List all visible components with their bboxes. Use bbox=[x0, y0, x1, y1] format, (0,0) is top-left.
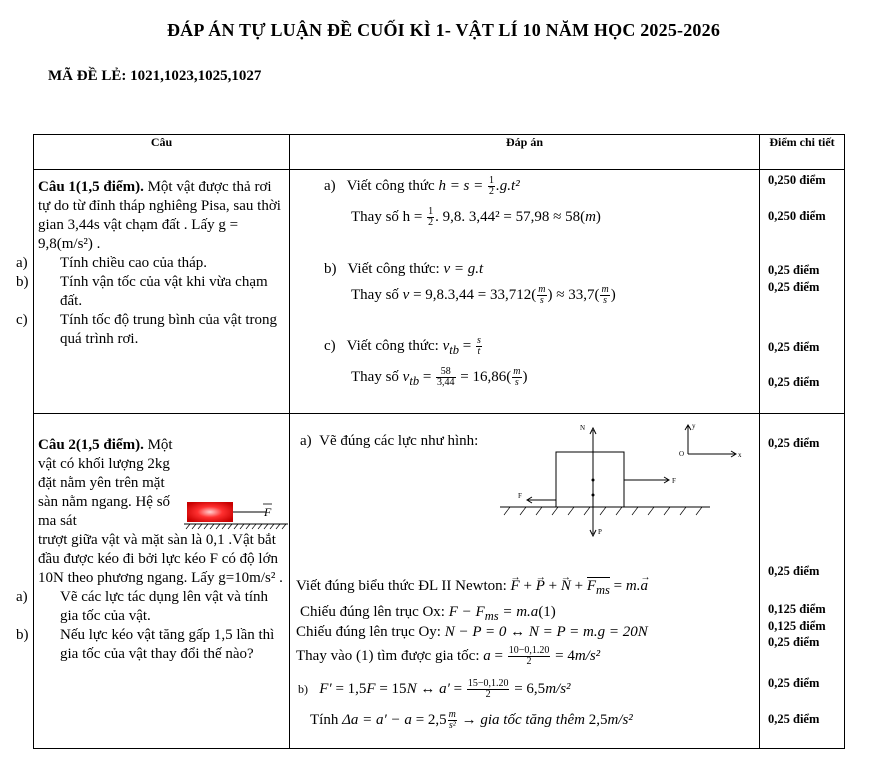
force-f-icon: F bbox=[264, 505, 272, 519]
answer-1c-formula: c) Viết công thức: $v_{tb}$ = $\frac{s}{t}$ bbox=[324, 335, 481, 357]
answer-2b-delta: Tính Δa = a′ − a = 2,5 $\frac{m}{\text{s²}}$ → gia tốc tăng thêm 2,5m/s² bbox=[310, 709, 633, 731]
points-2-oy: 0,125 điểm bbox=[768, 619, 826, 633]
question-1-row bbox=[34, 170, 845, 414]
question-2-row bbox=[34, 414, 845, 749]
points-1a-substitution: 0,250 điểm bbox=[768, 209, 826, 223]
answer-1b-formula: b) Viết công thức: v = g.t bbox=[324, 261, 484, 277]
answer-2-newton: Viết đúng biểu thức ĐL II Newton: → F + → P + → $N + F_{ms} = m.\to a$ bbox=[296, 577, 648, 600]
answer-2-acceleration: Thay vào (1) tìm được gia tốc: a = $\frac{10-0,1.20}{2}$ = 4m/s² bbox=[296, 645, 601, 667]
question-2-intro-1: Một vật có khối lượng 2kg đặt nằm yên trên mặt sàn nằm ngang. Hệ số ma sát bbox=[38, 437, 173, 529]
answer-1a-substitution: Thay số h = $\frac{1}{2}$ . 9,8. 3,44² = 57,98 ≈ 58(m) bbox=[351, 206, 601, 228]
x-axis-label: x bbox=[738, 451, 742, 459]
question-2-part-a: Vẽ các lực tác dụng lên vật và tính gia tốc của vật. bbox=[60, 589, 269, 624]
question-1-cell bbox=[16, 170, 290, 414]
question-1-part-b: Tính vận tốc của vật khi vừa chạm đất. bbox=[60, 274, 268, 309]
points-1a-formula: 0,250 điểm bbox=[768, 173, 826, 187]
y-axis-label: y bbox=[692, 422, 696, 430]
points-1b-formula: 0,25 điểm bbox=[768, 263, 820, 277]
points-1b-substitution: 0,25 điểm bbox=[768, 280, 820, 294]
points-2b-delta: 0,25 điểm bbox=[768, 712, 820, 726]
header-question: Câu bbox=[34, 135, 290, 170]
weight-force-label: P bbox=[598, 528, 602, 536]
question-1-part-c: Tính tốc độ trung bình của vật trong quá trình rơi. bbox=[60, 312, 278, 347]
pull-force-label: F bbox=[672, 477, 676, 485]
question-2-intro-2: trượt giữa vật và mặt sàn là 0,1 .Vật bắt đầu được kéo đi bởi lực kéo F có độ lớn 10N theo phương ngang. Lấy g=10m/s² . bbox=[38, 532, 283, 586]
answer-1c-substitution: Thay số $v_{tb}$ = $\frac{58}{3,44}$ = 16,86( $\frac{m}{s}$ ) bbox=[351, 366, 528, 388]
points-2b-new-force: 0,25 điểm bbox=[768, 676, 820, 690]
points-1c-formula: 0,25 điểm bbox=[768, 340, 820, 354]
points-2-acceleration: 0,25 điểm bbox=[768, 635, 820, 649]
answer-2-oy: Chiếu đúng lên trục Oy: N − P = 0 ↔ N = P = m.g = 20N bbox=[296, 624, 648, 640]
question-1-heading: Câu 1(1,5 điểm). bbox=[38, 179, 144, 195]
table-header-row bbox=[34, 135, 845, 170]
points-2-ox: 0,125 điểm bbox=[768, 602, 826, 616]
question-1-part-a: Tính chiều cao của tháp. bbox=[60, 255, 208, 271]
red-block-icon bbox=[187, 502, 233, 522]
points-1-cell bbox=[760, 170, 845, 414]
points-2-newton: 0,25 điểm bbox=[768, 564, 820, 578]
answer-2-cell bbox=[290, 414, 760, 749]
answer-2-ox: Chiếu đúng lên trục Ox: $F - F_{ms} = m.a(1)$ bbox=[300, 604, 556, 623]
exam-codes: MÃ ĐỀ LẺ: 1021,1023,1025,1027 bbox=[48, 68, 262, 84]
question-2-part-b: Nếu lực kéo vật tăng gấp 1,5 lần thì gia tốc của vật thay đổi thế nào? bbox=[60, 627, 275, 662]
points-2a-draw: 0,25 điểm bbox=[768, 436, 820, 450]
question-2-cell bbox=[16, 414, 290, 749]
question-2-heading: Câu 2(1,5 điểm). bbox=[38, 437, 144, 453]
answer-2b-new-force: b) F′ = 1,5F = 15N ↔ a′ = $\frac{15-0,1.20}{2}$ = 6,5m/s² bbox=[298, 678, 571, 700]
origin-label: O bbox=[679, 450, 685, 458]
question-1-intro: Một vật được thả rơi tự do từ đỉnh tháp nghiêng Pisa, sau thời gian 3,44s vật chạm đất . Lấy g = 9,8(m/s²) . bbox=[38, 179, 281, 252]
question-2-text-top bbox=[38, 436, 188, 531]
block-outline bbox=[556, 452, 624, 507]
header-points: Điểm chi tiết bbox=[760, 135, 845, 170]
points-1c-substitution: 0,25 điểm bbox=[768, 375, 820, 389]
answer-2a-draw: a) Vẽ đúng các lực như hình: bbox=[300, 433, 479, 449]
normal-force-label: N bbox=[580, 424, 586, 432]
force-diagram bbox=[500, 420, 750, 540]
block-on-floor-figure bbox=[184, 498, 288, 532]
answer-table bbox=[16, 134, 845, 749]
question-2-text-bottom: trượt giữa vật và mặt sàn là 0,1 .Vật bắt đầu được kéo đi bởi lực kéo F có độ lớn 10N theo phương ngang. Lấy g=10m/s² . a) Vẽ các lực tác dụng lên vật và tính gia tốc của vật. b) Nếu lực kéo vật tăng gấp 1,5 lần thì gia tốc của vật thay đổi thế nào? bbox=[16, 532, 283, 662]
answer-1b-substitution: Thay số v = 9,8.3,44 = 33,712( $\frac{m}{s}$ ) ≈ 33,7( $\frac{m}{s}$ ) bbox=[351, 284, 616, 306]
answer-1a-formula: a) Viết công thức h = s = $\frac{1}{2}$ .g.t² bbox=[324, 175, 520, 197]
header-answer: Đáp án bbox=[290, 135, 760, 170]
document-title: ĐÁP ÁN TỰ LUẬN ĐỀ CUỐI KÌ 1- VẬT LÍ 10 NĂM HỌC 2025-2026 bbox=[166, 20, 721, 40]
points-2-cell bbox=[760, 414, 845, 749]
question-1-text: Câu 1(1,5 điểm). Một vật được thả rơi tự do từ đỉnh tháp nghiêng Pisa, sau thời gian 3,44s vật chạm đất . Lấy g = 9,8(m/s²) . a) Tính chiều cao của tháp. b) Tính vận tốc của vật khi vừa chạm đất. c) Tính tốc độ trung bình của vật trong quá trình rơi. bbox=[16, 179, 281, 347]
friction-force-label: F bbox=[518, 492, 522, 500]
answer-1-cell bbox=[290, 170, 760, 414]
